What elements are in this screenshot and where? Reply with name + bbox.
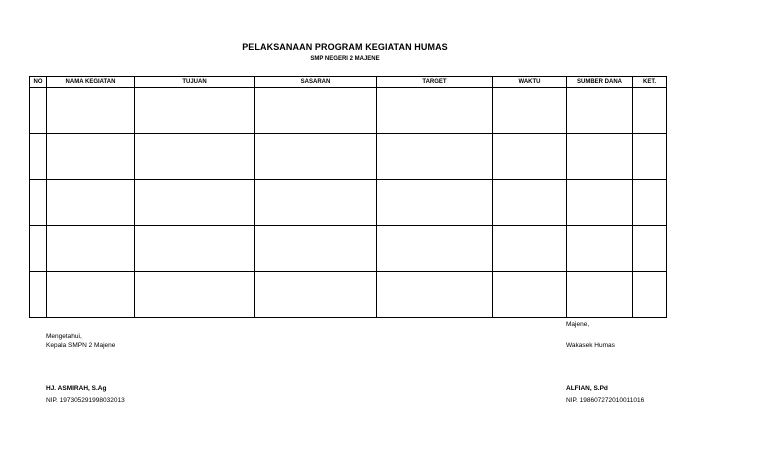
table-cell: [30, 272, 47, 318]
table-cell: [30, 134, 47, 180]
table-cell: [47, 88, 135, 134]
table-cell: [493, 226, 567, 272]
table-cell: [135, 180, 255, 226]
table-cell: [567, 226, 633, 272]
table-cell: [255, 88, 377, 134]
table-cell: [633, 134, 667, 180]
table-cell: [377, 272, 493, 318]
table-cell: [633, 88, 667, 134]
table-cell: [30, 88, 47, 134]
table-cell: [135, 272, 255, 318]
right-signature-place: Majene,: [566, 321, 590, 328]
table-cell: [255, 134, 377, 180]
table-cell: [47, 134, 135, 180]
table-cell: [135, 134, 255, 180]
left-signature-nip: NIP. 197305291998032013: [46, 397, 125, 404]
table-cell: [30, 180, 47, 226]
table-cell: [633, 226, 667, 272]
table-cell: [377, 180, 493, 226]
table-cell: [255, 272, 377, 318]
table-cell: [30, 226, 47, 272]
table-cell: [377, 226, 493, 272]
column-header-no: NO: [30, 77, 47, 88]
table-cell: [135, 88, 255, 134]
left-signature-greeting: Mengetahui,: [46, 333, 82, 340]
table-cell: [633, 272, 667, 318]
table-cell: [47, 180, 135, 226]
column-header-sasaran: SASARAN: [255, 77, 377, 88]
document-subtitle: SMP NEGERI 2 MAJENE: [310, 56, 380, 62]
table-row: [30, 134, 667, 180]
table-cell: [255, 180, 377, 226]
column-header-nama-kegiatan: NAMA KEGIATAN: [47, 77, 135, 88]
table-row: [30, 226, 667, 272]
right-signature-nip: NIP. 198607272010011016: [566, 397, 645, 404]
table-header-row: [30, 77, 667, 88]
table-cell: [493, 134, 567, 180]
right-signature-role: Wakasek Humas: [566, 342, 615, 349]
table-cell: [567, 134, 633, 180]
column-header-waktu: WAKTU: [493, 77, 567, 88]
table-row: [30, 272, 667, 318]
column-header-sumber-dana: SUMBER DANA: [567, 77, 633, 88]
table-row: [30, 180, 667, 226]
table-cell: [377, 134, 493, 180]
column-header-tujuan: TUJUAN: [135, 77, 255, 88]
left-signature-role: Kepala SMPN 2 Majene: [46, 342, 116, 349]
table-cell: [493, 88, 567, 134]
table-cell: [493, 180, 567, 226]
table-cell: [47, 272, 135, 318]
table-cell: [255, 226, 377, 272]
table-cell: [135, 226, 255, 272]
table-cell: [47, 226, 135, 272]
column-header-target: TARGET: [377, 77, 493, 88]
right-signature-name: ALFIAN, S.Pd: [566, 385, 608, 392]
table-cell: [633, 180, 667, 226]
program-table: [29, 76, 667, 318]
table-cell: [567, 180, 633, 226]
column-header-ket: KET.: [633, 77, 667, 88]
table-cell: [377, 88, 493, 134]
document-title: PELAKSANAAN PROGRAM KEGIATAN HUMAS: [242, 42, 448, 52]
table-cell: [567, 88, 633, 134]
table-cell: [493, 272, 567, 318]
table-cell: [567, 272, 633, 318]
left-signature-name: HJ. ASMIRAH, S.Ag: [46, 385, 107, 392]
table-row: [30, 88, 667, 134]
